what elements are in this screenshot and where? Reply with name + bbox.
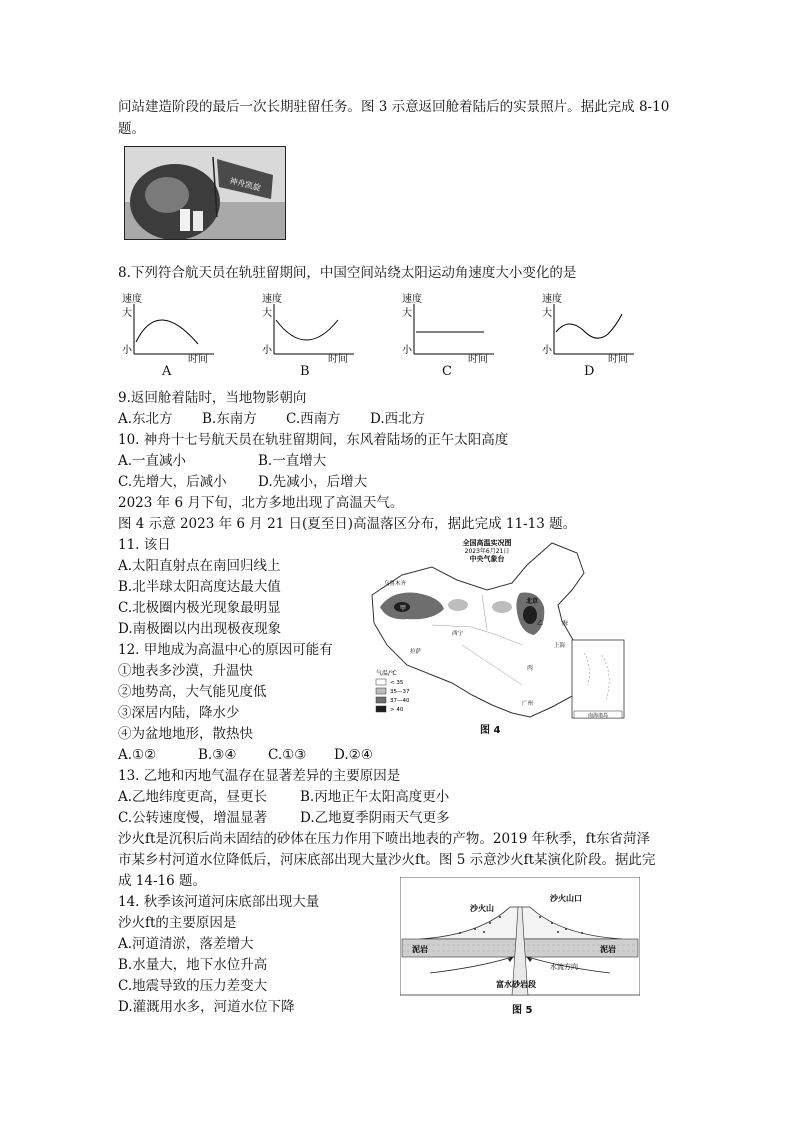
q13-stem: 13. 乙地和丙地气温存在显著差异的主要原因是 [118, 768, 401, 784]
q14-option-d: D.灌溉用水多，河道水位下降 [118, 999, 295, 1015]
q13-options-row1: A.乙地纬度更高，昼更长 B.丙地正午太阳高度更小 [118, 789, 450, 805]
graph-label-c: C [442, 364, 452, 379]
svg-text:小: 小 [262, 345, 272, 356]
svg-text:大: 大 [542, 308, 552, 319]
svg-text:上海: 上海 [554, 643, 566, 649]
svg-text:37—40: 37—40 [390, 698, 410, 704]
svg-text:丙: 丙 [527, 665, 534, 672]
heat-map-figure [362, 535, 632, 735]
svg-text:海: 海 [562, 620, 569, 627]
q14-option-b: B.水量大，地下水位升高 [118, 957, 268, 973]
q8-graphs: 速度 大 小 速度 大 小 速度 大 小 速度 大 小 时间 时间 时间 时间 A B C D [118, 292, 658, 382]
passage2-line1: 2023 年 6 月下旬，北方多地出现了高温天气。 [118, 495, 404, 511]
q11-stem: 11. 该日 [118, 537, 171, 553]
svg-text:全国高温实况图: 全国高温实况图 [462, 539, 512, 547]
q12-stem: 12. 甲地成为高温中心的原因可能有 [118, 642, 333, 658]
svg-text:南海诸岛: 南海诸岛 [587, 713, 609, 719]
svg-text:< 35: < 35 [390, 680, 404, 686]
passage3-line3: 成 14-16 题。 [118, 873, 207, 889]
q12-item-1: ①地表多沙漠，升温快 [118, 663, 253, 679]
fig5-caption: 图 5 [512, 1005, 533, 1016]
svg-text:小: 小 [122, 345, 132, 356]
q11-option-b: B.北半球太阳高度达最大值 [118, 579, 281, 595]
q9-stem: 9.返回舱着陆时，当地物影朝向 [118, 390, 307, 406]
capsule-photo [124, 146, 286, 240]
svg-text:大: 大 [262, 308, 272, 319]
q11-option-d: D.南极圈以内出现极夜现象 [118, 621, 282, 637]
q11-option-c: C.北极圈内极光现象最明显 [118, 600, 281, 616]
q14-stem-1: 14. 秋季该河道河床底部出现大量 [118, 894, 320, 910]
intro-line-2: 题。 [118, 121, 145, 137]
q12-item-4: ④为盆地地形，散热快 [118, 726, 253, 742]
svg-text:2023年6月21日: 2023年6月21日 [464, 548, 510, 555]
svg-text:速度: 速度 [402, 294, 422, 305]
q12-item-3: ③深居内陆，降水少 [118, 705, 240, 721]
passage2-line2: 图 4 示意 2023 年 6 月 21 日(夏至日)高温落区分布，据此完成 11-13 题。 [118, 516, 577, 532]
svg-text:35—37: 35—37 [390, 689, 410, 695]
svg-text:速度: 速度 [122, 294, 142, 305]
svg-text:水流方向: 水流方向 [550, 963, 578, 971]
svg-text:小: 小 [402, 345, 412, 356]
svg-text:大: 大 [122, 308, 132, 319]
svg-text:广州: 广州 [522, 701, 534, 707]
graph-label-b: B [300, 364, 310, 379]
q14-option-a: A.河道清淤，落差增大 [118, 936, 254, 952]
q13-options-row2: C.公转速度慢，增温显著 D.乙地夏季阴雨天气更多 [118, 810, 450, 826]
q9-options: A.东北方 B.东南方 C.西南方 D.西北方 [118, 411, 426, 427]
svg-text:乌鲁木齐: 乌鲁木齐 [384, 581, 407, 587]
q10-stem: 10. 神舟十七号航天员在轨驻留期间，东风着陆场的正午太阳高度 [118, 432, 509, 448]
svg-text:泥岩: 泥岩 [600, 945, 616, 954]
svg-text:泥岩: 泥岩 [412, 945, 428, 954]
svg-text:拉萨: 拉萨 [410, 649, 422, 655]
q14-stem-2: 沙火ft的主要原因是 [118, 915, 237, 931]
svg-text:大: 大 [402, 308, 412, 319]
sand-volcano-figure [400, 877, 640, 1015]
q10-options-row2: C.先增大，后减小 D.先减小，后增大 [118, 474, 368, 490]
q12-item-2: ②地势高，大气能见度低 [118, 684, 267, 700]
svg-text:> 40: > 40 [390, 707, 404, 713]
graph-label-d: D [584, 364, 595, 379]
intro-line-1: 问站建造阶段的最后一次长期驻留任务。图 3 示意返回舱着陆后的实景照片。据此完成 8-10 [118, 99, 670, 115]
svg-text:北京: 北京 [526, 598, 539, 605]
passage3-line1: 沙火ft是沉积后尚未固结的砂体在压力作用下喷出地表的产物。2019 年秋季，ft东省菏泽 [118, 831, 650, 847]
passage3-line2: 市某乡村河道水位降低后，河床底部出现大量沙火ft。图 5 示意沙火ft某演化阶段。据此完 [118, 852, 656, 868]
q12-options: A.①② B.③④ C.①③ D.②④ [118, 747, 373, 763]
svg-text:甲: 甲 [400, 605, 407, 612]
svg-text:神舟凯旋: 神舟凯旋 [228, 176, 262, 193]
svg-text:速度: 速度 [262, 294, 282, 305]
svg-text:小: 小 [542, 345, 552, 356]
svg-text:速度: 速度 [542, 294, 562, 305]
svg-text:西宁: 西宁 [452, 631, 464, 637]
svg-text:沙火山口: 沙火山口 [550, 894, 582, 903]
q11-option-a: A.太阳直射点在南回归线上 [118, 558, 281, 574]
q10-options-row1: A.一直减小 B.一直增大 [118, 453, 327, 469]
q8-stem: 8.下列符合航天员在轨驻留期间，中国空间站绕太阳运动角速度大小变化的是 [118, 265, 577, 281]
svg-text:中央气象台: 中央气象台 [469, 555, 505, 563]
svg-text:富水砂岩段: 富水砂岩段 [496, 980, 536, 989]
svg-text:沙火山: 沙火山 [470, 904, 494, 913]
graph-label-a: A [162, 364, 172, 379]
svg-text:气温/℃: 气温/℃ [376, 670, 397, 677]
fig4-caption: 图 4 [480, 725, 501, 736]
q14-option-c: C.地震导致的压力差变大 [118, 978, 268, 994]
svg-text:乙: 乙 [537, 620, 544, 627]
